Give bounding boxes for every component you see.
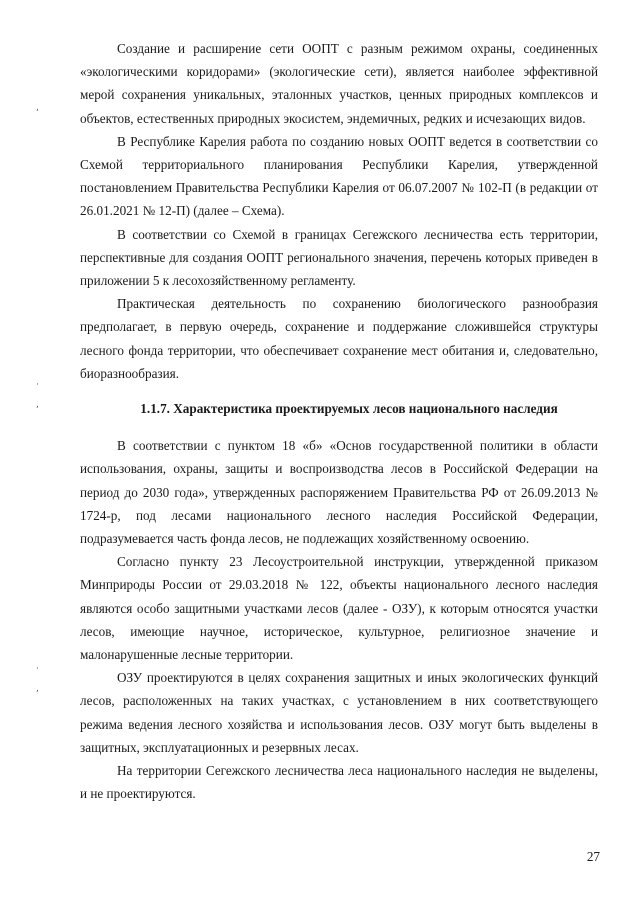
scan-mark: · bbox=[36, 380, 39, 390]
scan-mark: · bbox=[36, 664, 39, 674]
scan-mark: , bbox=[36, 684, 39, 694]
paragraph: Согласно пункту 23 Лесоустроительной инструкции, утвержденной приказом Минприроды России от 29.03.2018 № 122, объекты национального лесного наследия являются особо защитными участками лесов (далее - ОЗУ), к которым относятся участки лесов, имеющие научное, историческое, культурное, религиозное значение и малонарушенные лесные территории. bbox=[80, 554, 598, 663]
scan-mark: , bbox=[36, 400, 39, 410]
paragraph: В Республике Карелия работа по созданию новых ООПТ ведется в соответствии со Схемой территориального планирования Республики Карелия, утвержденной постановлением Правительства Республики Карелия от 06.07.2007 № 102-П (в редакции от 26.01.2021 № 12-П) (далее – Схема). bbox=[80, 133, 598, 219]
paragraph: ОЗУ проектируются в целях сохранения защитных и иных экологических функций лесов, расположенных на таких участках, с установлением в них соответствующего режима ведения лесного хозяйства и использования лесов. ОЗУ могут быть выделены в защитных, эксплуатационных и резервных лесах. bbox=[80, 670, 598, 755]
paragraph: В соответствии с пунктом 18 «б» «Основ государственной политики в области использования, охраны, защиты и воспроизводства лесов в Российской Федерации на период до 2030 года», утвержденных распоряжением Правительства РФ от 26.09.2013 № 1724-р, под лесами национального лесного наследия Российской Федерации, подразумевается часть фонда лесов, не подлежащих хозяйственному освоению. bbox=[80, 438, 598, 547]
section-heading: 1.1.7. Характеристика проектируемых лесов национального наследия bbox=[140, 401, 558, 417]
document-body bbox=[80, 37, 598, 806]
paragraph: Создание и расширение сети ООПТ с разным режимом охраны, соединенных «экологическими коридорами» (экологические сети), является наиболее эффективной мерой сохранения уникальных, эталонных участков, ценных природных комплексов и объектов, естественных природных экосистем, эндемичных, редких и исчезающих видов. bbox=[80, 41, 598, 126]
page-number: 27 bbox=[586, 849, 600, 864]
scan-mark: , bbox=[36, 103, 39, 113]
paragraph: На территории Сегежского лесничества леса национального наследия не выделены, и не проектируются. bbox=[80, 763, 598, 802]
paragraph: Практическая деятельность по сохранению биологического разнообразия предполагает, в первую очередь, сохранение и поддержание сложившейся структуры лесного фонда территории, что обеспечивает сохранение мест обитания и, следовательно, биоразнообразия. bbox=[80, 296, 598, 381]
paragraph: В соответствии со Схемой в границах Сегежского лесничества есть территории, перспективные для создания ООПТ регионального значения, перечень которых приведен в приложении 5 к лесохозяйственному регламенту. bbox=[80, 226, 598, 289]
